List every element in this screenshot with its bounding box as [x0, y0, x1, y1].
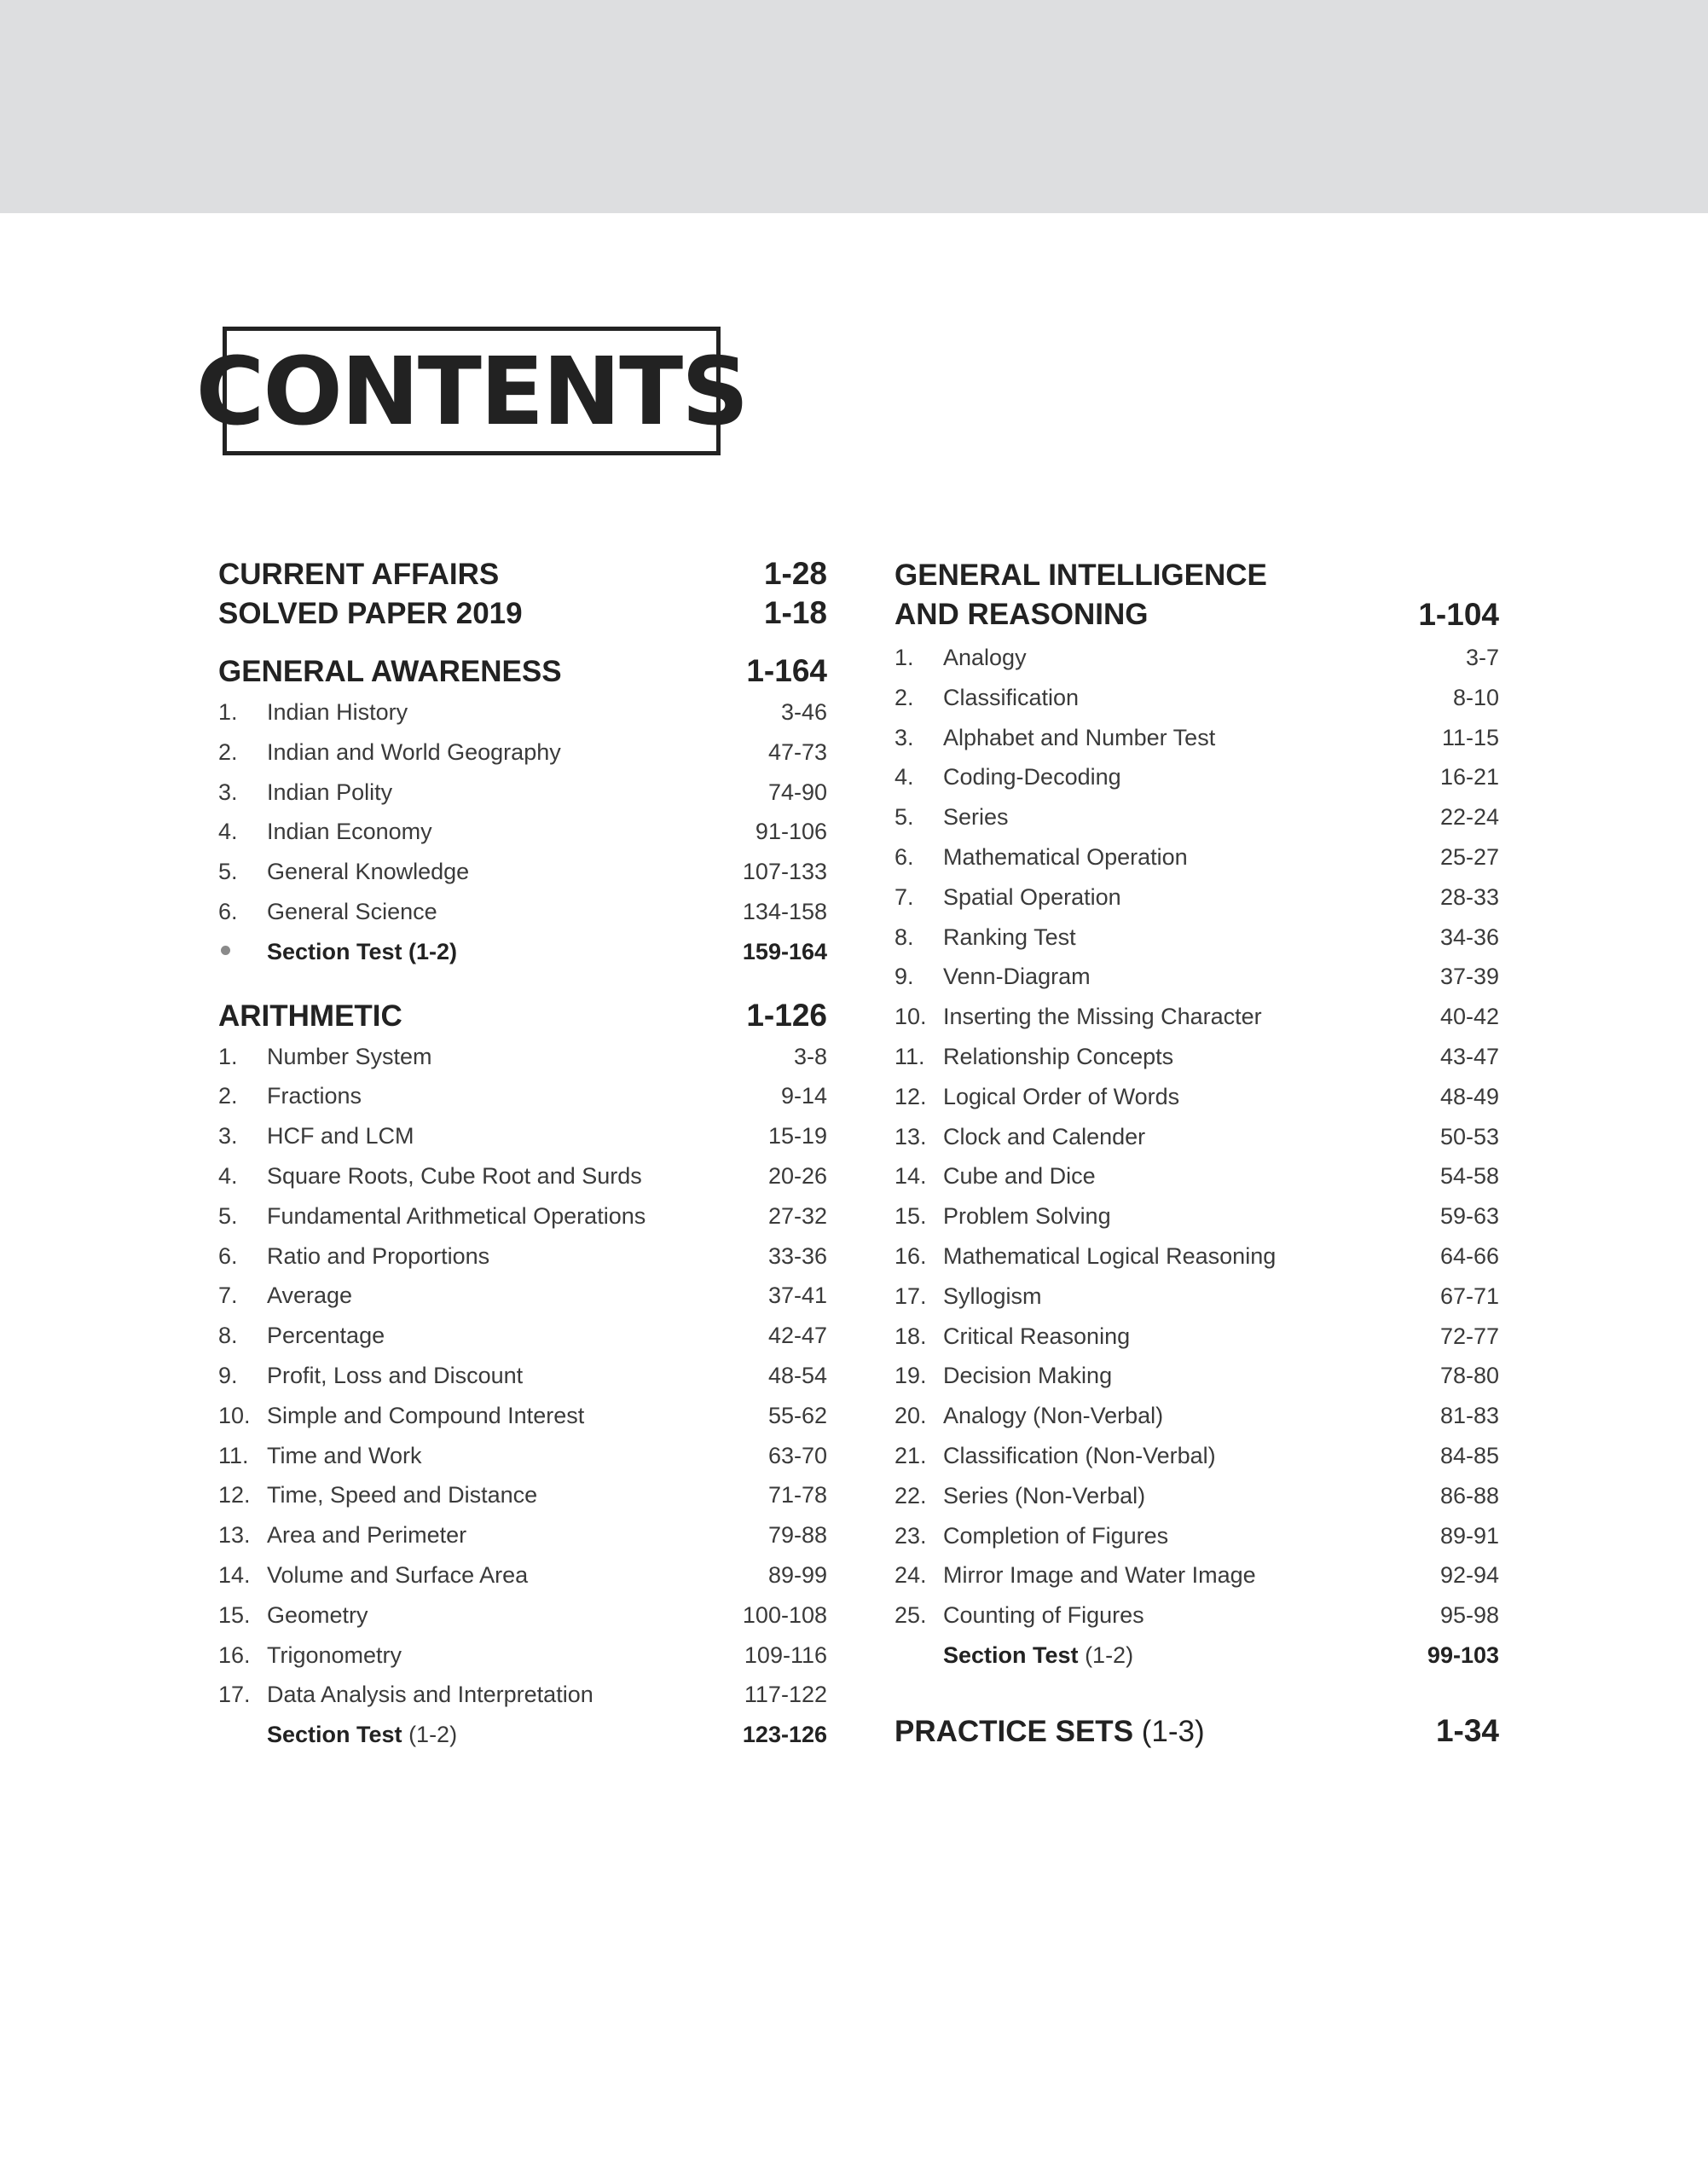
section-test-row[interactable] — [895, 1642, 1499, 1682]
entry-pages: 3-8 — [793, 1043, 827, 1069]
left-column — [218, 556, 827, 1762]
toc-entry[interactable] — [218, 1682, 827, 1722]
toc-entry[interactable] — [218, 1602, 827, 1642]
entry-title: Indian Economy — [267, 819, 432, 845]
entry-pages: 15-19 — [767, 1123, 827, 1149]
entry-pages: 34-36 — [1439, 924, 1499, 950]
entry-title: Venn-Diagram — [943, 964, 1091, 990]
entry-pages: 40-42 — [1439, 1004, 1499, 1030]
entry-number: 10. — [895, 1004, 927, 1030]
toc-entry[interactable] — [218, 1163, 827, 1203]
entry-number: 21. — [895, 1442, 927, 1468]
entry-pages: 42-47 — [767, 1323, 827, 1349]
entry-title: Coding-Decoding — [943, 764, 1121, 790]
heading-title: ARITHMETIC — [218, 999, 402, 1033]
section-test-label: Section Test — [267, 1722, 402, 1748]
general-awareness-list — [218, 699, 827, 939]
entry-pages: 20-26 — [767, 1162, 827, 1189]
toc-entry[interactable] — [218, 1403, 827, 1443]
entry-number: 14. — [218, 1561, 251, 1588]
entry-title: Square Roots, Cube Root and Surds — [267, 1162, 642, 1189]
entry-title: Mathematical Operation — [943, 843, 1188, 870]
toc-entry[interactable] — [895, 1443, 1499, 1483]
toc-entry[interactable] — [895, 844, 1499, 884]
entry-title: Clock and Calender — [943, 1123, 1146, 1149]
entry-number: 5. — [895, 804, 914, 831]
entry-pages: 28-33 — [1439, 883, 1499, 910]
entry-pages: 59-63 — [1439, 1203, 1499, 1230]
entry-number: 24. — [895, 1562, 927, 1589]
heading-arithmetic — [218, 998, 827, 1034]
entry-pages: 89-99 — [767, 1561, 827, 1588]
entry-title: Cube and Dice — [943, 1163, 1096, 1190]
entry-number: 16. — [218, 1642, 251, 1668]
entry-number: 3. — [218, 779, 238, 805]
entry-pages: 81-83 — [1439, 1403, 1499, 1429]
entry-number: 7. — [895, 883, 914, 910]
entry-title: General Knowledge — [267, 859, 470, 885]
entry-title: Geometry — [267, 1601, 368, 1628]
entry-number: 9. — [895, 964, 914, 990]
toc-entry[interactable] — [895, 1243, 1499, 1283]
heading-title — [895, 556, 1418, 634]
entry-number: 17. — [895, 1283, 927, 1309]
entry-title: Mirror Image and Water Image — [943, 1562, 1256, 1589]
heading-pages: 1-28 — [763, 556, 827, 591]
entry-pages: 50-53 — [1439, 1123, 1499, 1149]
entry-title: Time and Work — [267, 1442, 422, 1468]
entry-pages: 43-47 — [1439, 1043, 1499, 1069]
entry-pages: 48-54 — [767, 1362, 827, 1388]
entry-pages: 11-15 — [1441, 724, 1499, 750]
entry-title: Analogy (Non-Verbal) — [943, 1403, 1164, 1429]
toc-entry[interactable] — [895, 1403, 1499, 1443]
toc-entry[interactable] — [218, 1642, 827, 1682]
entry-number: 7. — [218, 1283, 238, 1309]
entry-pages: 9-14 — [780, 1083, 827, 1109]
entry-pages: 109-116 — [744, 1642, 827, 1668]
toc-entry[interactable] — [895, 685, 1499, 725]
entry-pages: 22-24 — [1439, 804, 1499, 831]
entry-pages: 91-106 — [755, 819, 827, 845]
entry-title: Number System — [267, 1043, 432, 1069]
toc-entry[interactable] — [218, 779, 827, 819]
toc-entry[interactable] — [218, 1044, 827, 1084]
bullet-icon — [221, 946, 230, 955]
entry-title: Critical Reasoning — [943, 1323, 1131, 1349]
right-column — [895, 556, 1499, 1749]
entry-title: Classification — [943, 684, 1080, 710]
entry-title: Fundamental Arithmetical Operations — [267, 1202, 646, 1229]
toc-entry[interactable] — [218, 1323, 827, 1363]
entry-number: 2. — [218, 738, 238, 765]
heading-general-intelligence — [895, 556, 1499, 634]
entry-pages: 64-66 — [1439, 1242, 1499, 1269]
toc-entry[interactable] — [218, 1203, 827, 1243]
entry-pages: 55-62 — [767, 1402, 827, 1428]
entry-number: 11. — [218, 1442, 249, 1468]
toc-entry[interactable] — [895, 1004, 1499, 1044]
entry-number: 25. — [895, 1602, 927, 1629]
toc-entry[interactable] — [895, 964, 1499, 1004]
toc-entry[interactable] — [218, 899, 827, 939]
heading-pages: 1-34 — [1435, 1712, 1499, 1748]
entry-number: 19. — [895, 1363, 927, 1389]
entry-number: 12. — [218, 1482, 251, 1508]
entry-pages: 25-27 — [1439, 843, 1499, 870]
entry-title: Relationship Concepts — [943, 1043, 1174, 1069]
entry-title: Decision Making — [943, 1363, 1113, 1389]
entry-title: Analogy — [943, 645, 1027, 670]
entry-pages: 27-32 — [767, 1202, 827, 1229]
contents-title-box — [195, 327, 748, 455]
section-test-label: Section Test — [943, 1642, 1079, 1668]
heading-title-line1: GENERAL INTELLIGENCE — [895, 559, 1267, 592]
section-test-label: Section Test (1-2) — [267, 938, 458, 964]
entry-number: 10. — [218, 1402, 251, 1428]
entry-title: Average — [267, 1283, 353, 1309]
toc-entry[interactable] — [895, 1084, 1499, 1124]
entry-title: Indian History — [267, 699, 408, 725]
toc-entry[interactable] — [218, 1123, 827, 1163]
entry-title: Problem Solving — [943, 1203, 1111, 1230]
entry-number: 6. — [218, 1242, 238, 1269]
heading-title: GENERAL AWARENESS — [218, 655, 562, 688]
entry-title: Ratio and Proportions — [267, 1242, 490, 1269]
entry-number: 17. — [218, 1682, 251, 1708]
entry-number: 9. — [218, 1362, 238, 1388]
entry-pages: 100-108 — [742, 1601, 827, 1628]
section-test-row[interactable] — [218, 939, 827, 979]
toc-entry[interactable] — [895, 1124, 1499, 1164]
section-test-pages: 159-164 — [742, 938, 827, 964]
toc-entry[interactable] — [895, 1523, 1499, 1563]
entry-title: Area and Perimeter — [267, 1522, 467, 1549]
top-gray-band — [0, 0, 1708, 213]
entry-pages: 16-21 — [1439, 764, 1499, 790]
entry-title: Syllogism — [943, 1283, 1042, 1309]
entry-title: Ranking Test — [943, 924, 1076, 950]
section-test-range: (1-2) — [1085, 1642, 1134, 1668]
entry-number: 12. — [895, 1083, 927, 1109]
toc-entry[interactable] — [218, 819, 827, 859]
entry-pages: 134-158 — [742, 898, 827, 924]
entry-pages: 72-77 — [1439, 1323, 1499, 1349]
entry-number: 6. — [895, 843, 914, 870]
entry-pages: 37-39 — [1439, 964, 1499, 990]
entry-pages: 86-88 — [1439, 1482, 1499, 1508]
entry-pages: 3-7 — [1465, 645, 1499, 670]
entry-number: 3. — [218, 1123, 238, 1149]
entry-number: 8. — [218, 1323, 238, 1349]
entry-number: 6. — [218, 898, 238, 924]
entry-title: Profit, Loss and Discount — [267, 1362, 524, 1388]
toc-entry[interactable] — [218, 1482, 827, 1522]
entry-number: 23. — [895, 1522, 927, 1549]
entry-pages: 63-70 — [767, 1442, 827, 1468]
section-test-row[interactable] — [218, 1722, 827, 1762]
entry-pages: 84-85 — [1439, 1442, 1499, 1468]
entry-pages: 78-80 — [1439, 1363, 1499, 1389]
entry-number: 15. — [218, 1601, 251, 1628]
entry-number: 4. — [895, 764, 914, 790]
heading-title: PRACTICE SETS — [895, 1714, 1134, 1748]
entry-title: Classification (Non-Verbal) — [943, 1442, 1216, 1468]
entry-title: Volume and Surface Area — [267, 1561, 529, 1588]
heading-pages: 1-164 — [746, 653, 827, 688]
toc-entry[interactable] — [218, 1283, 827, 1323]
entry-number: 1. — [218, 1043, 238, 1069]
toc-entry[interactable] — [218, 739, 827, 779]
entry-number: 5. — [218, 1202, 238, 1229]
entry-pages: 37-41 — [767, 1283, 827, 1309]
entry-title: Series — [943, 804, 1009, 831]
section-test-pages: 123-126 — [742, 1722, 827, 1748]
entry-pages: 107-133 — [742, 859, 827, 885]
toc-entry[interactable] — [218, 1083, 827, 1123]
entry-title: Alphabet and Number Test — [943, 724, 1216, 750]
heading-general-awareness — [218, 653, 827, 689]
entry-number: 18. — [895, 1323, 927, 1349]
section-test-range: (1-2) — [408, 1722, 458, 1748]
entry-number: 22. — [895, 1482, 927, 1508]
toc-entry[interactable] — [218, 1443, 827, 1483]
toc-entry[interactable] — [895, 725, 1499, 765]
entry-pages: 89-91 — [1439, 1522, 1499, 1549]
entry-number: 1. — [218, 699, 238, 725]
toc-entry[interactable] — [218, 699, 827, 739]
heading-title-line2: AND REASONING — [895, 598, 1149, 631]
entry-pages: 74-90 — [767, 779, 827, 805]
toc-entry[interactable] — [218, 1363, 827, 1403]
toc-entry[interactable] — [218, 1522, 827, 1562]
toc-entry[interactable] — [895, 1163, 1499, 1203]
entry-number: 13. — [218, 1522, 251, 1549]
entry-title: Series (Non-Verbal) — [943, 1482, 1146, 1508]
toc-entry[interactable] — [895, 884, 1499, 924]
entry-title: Indian and World Geography — [267, 738, 561, 765]
entry-title: Simple and Compound Interest — [267, 1402, 585, 1428]
entry-number: 13. — [895, 1123, 927, 1149]
entry-number: 2. — [895, 684, 914, 710]
entry-title: Time, Speed and Distance — [267, 1482, 538, 1508]
entry-title: Trigonometry — [267, 1642, 402, 1668]
entry-number: 14. — [895, 1163, 927, 1190]
entry-title: Indian Polity — [267, 779, 393, 805]
toc-entry[interactable] — [895, 924, 1499, 964]
toc-entry[interactable] — [895, 1602, 1499, 1642]
entry-number: 4. — [218, 1162, 238, 1189]
entry-title: Percentage — [267, 1323, 385, 1349]
entry-number: 15. — [895, 1203, 927, 1230]
reasoning-list — [895, 645, 1499, 1642]
heading-range: (1-3) — [1141, 1714, 1205, 1748]
toc-entry[interactable] — [895, 1483, 1499, 1523]
heading-solved-paper — [218, 595, 827, 631]
entry-pages: 92-94 — [1439, 1562, 1499, 1589]
entry-title: Completion of Figures — [943, 1522, 1169, 1549]
toc-entry[interactable] — [895, 1323, 1499, 1364]
entry-number: 20. — [895, 1403, 927, 1429]
entry-number: 2. — [218, 1083, 238, 1109]
entry-title: Logical Order of Words — [943, 1083, 1180, 1109]
entry-pages: 33-36 — [767, 1242, 827, 1269]
entry-number: 5. — [218, 859, 238, 885]
toc-entry[interactable] — [895, 764, 1499, 804]
entry-title: Inserting the Missing Character — [943, 1004, 1262, 1030]
heading-title: CURRENT AFFAIRS — [218, 558, 500, 591]
toc-entry[interactable] — [218, 859, 827, 899]
entry-title: Data Analysis and Interpretation — [267, 1682, 593, 1708]
entry-pages: 54-58 — [1439, 1163, 1499, 1190]
heading-title: SOLVED PAPER 2019 — [218, 597, 523, 630]
toc-entry[interactable] — [895, 1283, 1499, 1323]
entry-title: Counting of Figures — [943, 1602, 1144, 1629]
entry-pages: 67-71 — [1439, 1283, 1499, 1309]
toc-entry[interactable] — [895, 1562, 1499, 1602]
arithmetic-list — [218, 1044, 827, 1723]
entry-pages: 8-10 — [1452, 684, 1499, 710]
heading-current-affairs — [218, 556, 827, 592]
entry-title: Mathematical Logical Reasoning — [943, 1242, 1277, 1269]
entry-title: HCF and LCM — [267, 1123, 414, 1149]
entry-title: Spatial Operation — [943, 883, 1121, 910]
entry-pages: 71-78 — [767, 1482, 827, 1508]
toc-entry[interactable] — [895, 645, 1499, 685]
entry-number: 8. — [895, 924, 914, 950]
entry-pages: 3-46 — [780, 699, 827, 725]
entry-pages: 95-98 — [1439, 1602, 1499, 1629]
toc-entry[interactable] — [218, 1562, 827, 1602]
toc-entry[interactable] — [218, 1243, 827, 1283]
entry-pages: 48-49 — [1439, 1083, 1499, 1109]
heading-pages: 1-104 — [1418, 597, 1499, 632]
entry-pages: 79-88 — [767, 1522, 827, 1549]
toc-entry[interactable] — [895, 1363, 1499, 1403]
section-test-pages: 99-103 — [1427, 1642, 1499, 1668]
toc-entry[interactable] — [895, 804, 1499, 844]
heading-pages: 1-126 — [746, 997, 827, 1033]
entry-pages: 117-122 — [744, 1682, 827, 1708]
toc-entry[interactable] — [895, 1203, 1499, 1243]
entry-title: General Science — [267, 898, 437, 924]
entry-number: 1. — [895, 645, 914, 670]
heading-practice-sets — [895, 1713, 1499, 1749]
entry-number: 11. — [895, 1043, 925, 1069]
entry-pages: 47-73 — [767, 738, 827, 765]
page-title: CONTENTS — [195, 336, 748, 446]
entry-number: 4. — [218, 819, 238, 845]
heading-pages: 1-18 — [763, 595, 827, 630]
toc-entry[interactable] — [895, 1044, 1499, 1084]
entry-number: 3. — [895, 724, 914, 750]
entry-title: Fractions — [267, 1083, 362, 1109]
entry-number: 16. — [895, 1242, 927, 1269]
